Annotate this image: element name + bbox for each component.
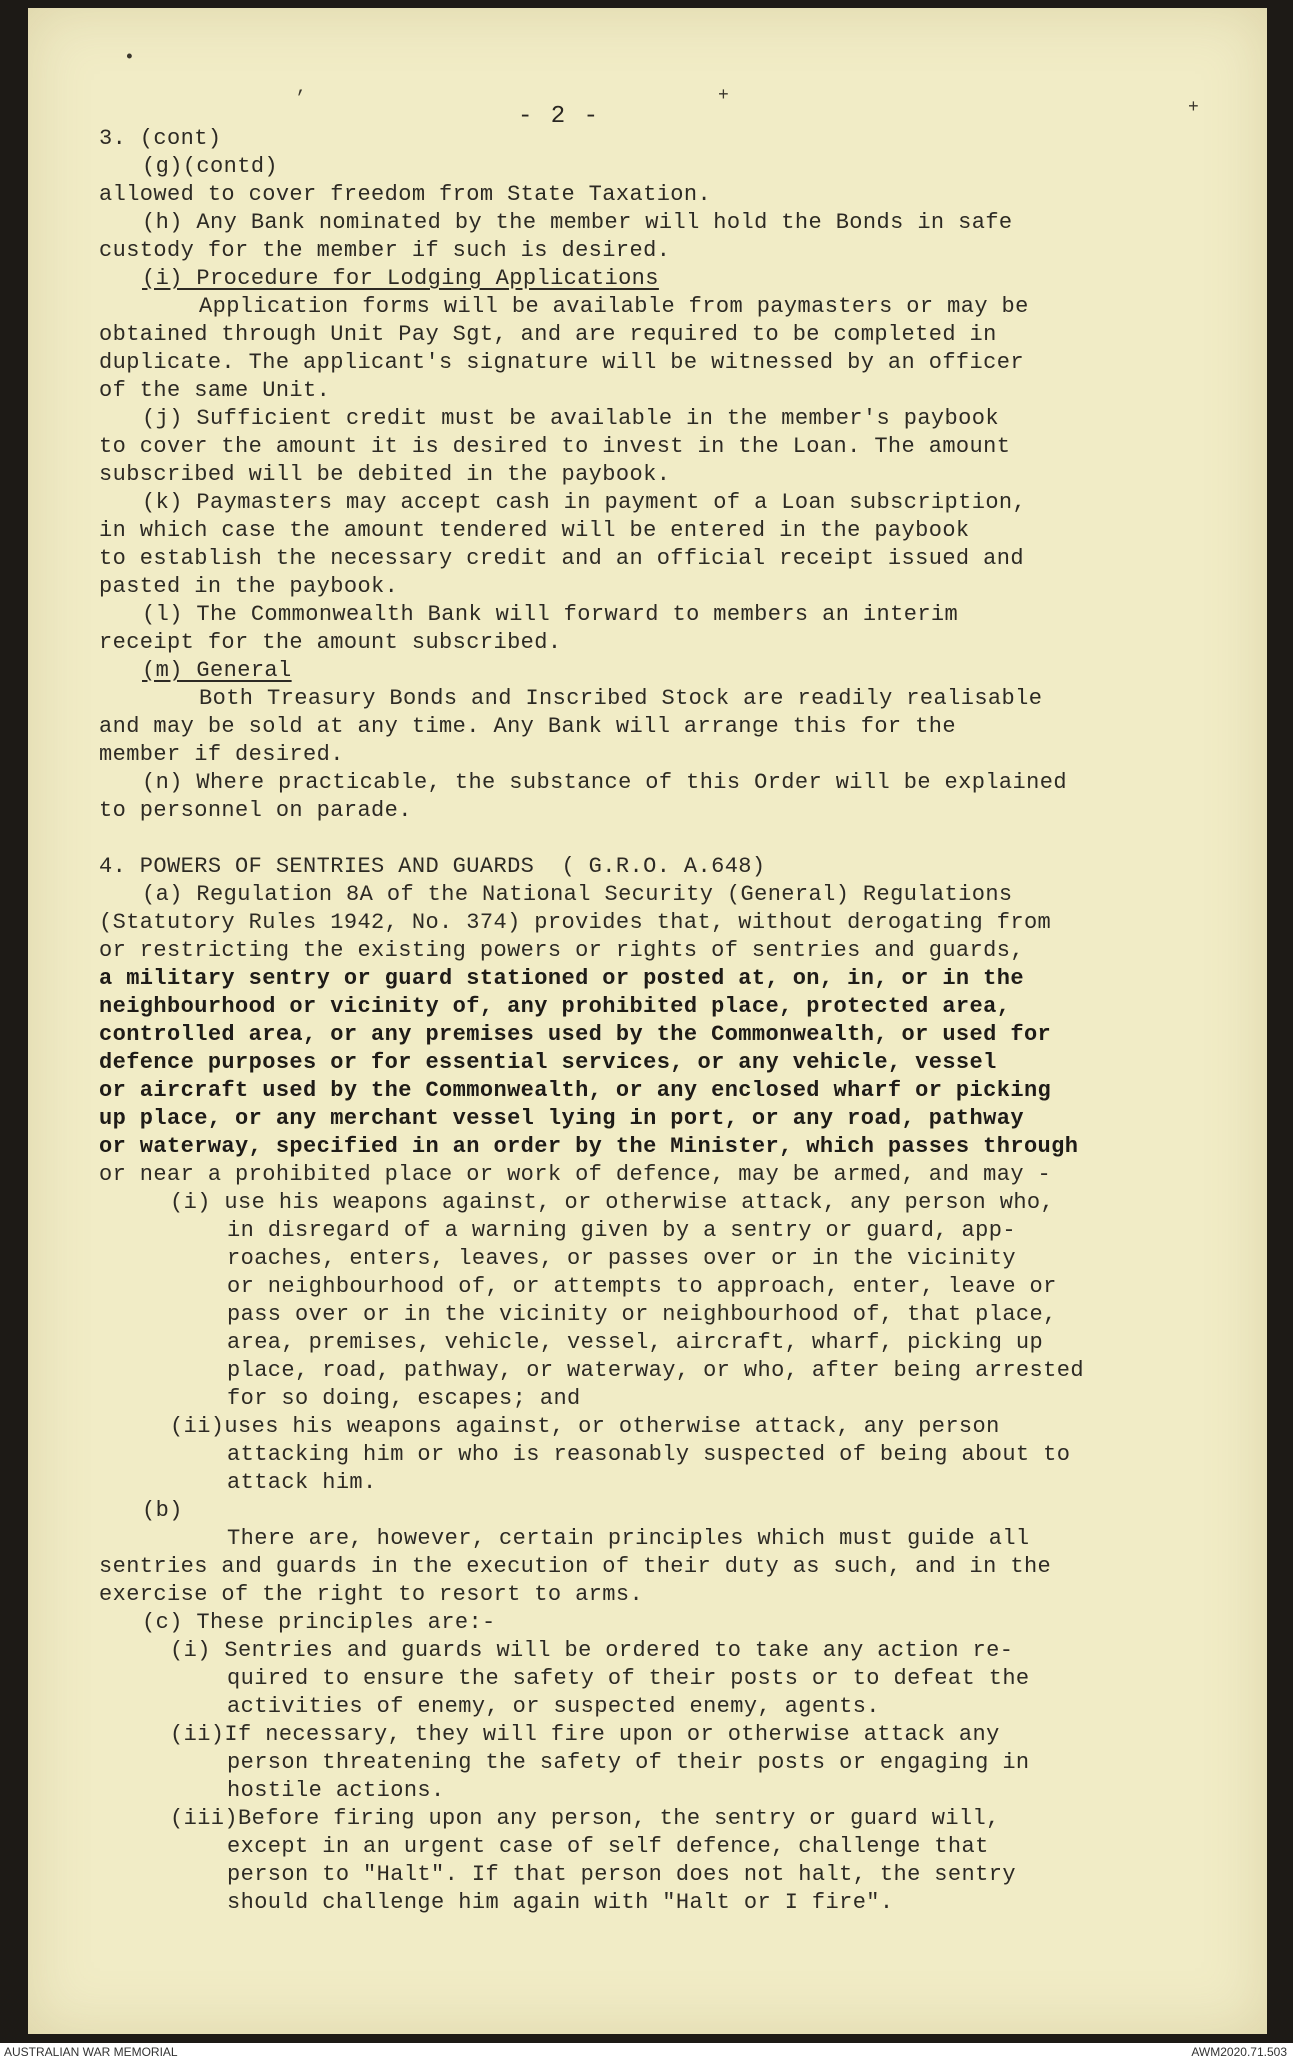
text-line: up place, or any merchant vessel lying in port, or any road, pathway <box>99 1106 1024 1131</box>
subsection-heading: (m) General <box>142 658 292 683</box>
archive-footer <box>0 2043 1293 2061</box>
text-line: Both Treasury Bonds and Inscribed Stock are readily realisable <box>199 686 1043 711</box>
text-line: person threatening the safety of their posts or engaging in <box>227 1750 1030 1775</box>
text-line: in which case the amount tendered will be entered in the paybook <box>99 518 970 543</box>
text-line: (g)(contd) <box>142 154 279 179</box>
paper-mark: + <box>718 86 729 106</box>
paper-mark: • <box>124 48 135 68</box>
text-line: subscribed will be debited in the paybook. <box>99 462 671 487</box>
text-line: (Statutory Rules 1942, No. 374) provides that, without derogating from <box>99 910 1052 935</box>
text-line: quired to ensure the safety of their posts or to defeat the <box>227 1666 1030 1691</box>
text-line: (k) Paymasters may accept cash in payment of a Loan subscription, <box>142 490 1027 515</box>
text-line: area, premises, vehicle, vessel, aircraft, wharf, picking up <box>227 1330 1044 1355</box>
text-line: defence purposes or for essential services, or any vehicle, vessel <box>99 1050 997 1075</box>
text-line: or waterway, specified in an order by the Minister, which passes through <box>99 1134 1079 1159</box>
text-line: (a) Regulation 8A of the National Security (General) Regulations <box>142 882 1013 907</box>
text-line: activities of enemy, or suspected enemy, agents. <box>227 1694 880 1719</box>
text-line: person to "Halt". If that person does not halt, the sentry <box>227 1862 1016 1887</box>
text-line: of the same Unit. <box>99 378 331 403</box>
paper-mark: , <box>296 78 307 98</box>
text-line: (c) These principles are:- <box>142 1610 496 1635</box>
text-line: custody for the member if such is desired. <box>99 238 671 263</box>
text-line: to personnel on parade. <box>99 798 412 823</box>
subsection-heading: (i) Procedure for Lodging Applications <box>142 266 659 291</box>
text-line: member if desired. <box>99 742 344 767</box>
text-line: obtained through Unit Pay Sgt, and are required to be completed in <box>99 322 997 347</box>
text-line: roaches, enters, leaves, or passes over or in the vicinity <box>227 1246 1016 1271</box>
text-line: pasted in the paybook. <box>99 574 399 599</box>
text-line: and may be sold at any time. Any Bank will arrange this for the <box>99 714 956 739</box>
paper-mark: + <box>1188 98 1199 118</box>
text-line: a military sentry or guard stationed or posted at, on, in, or in the <box>99 966 1024 991</box>
text-line: receipt for the amount subscribed. <box>99 630 562 655</box>
text-line: There are, however, certain principles which must guide all <box>227 1526 1030 1551</box>
text-line: (ii)uses his weapons against, or otherwise attack, any person <box>170 1414 1000 1439</box>
text-line: allowed to cover freedom from State Taxation. <box>99 182 712 207</box>
text-line: to establish the necessary credit and an official receipt issued and <box>99 546 1024 571</box>
text-line: controlled area, or any premises used by the Commonwealth, or used for <box>99 1022 1052 1047</box>
text-line: (l) The Commonwealth Bank will forward to members an interim <box>142 602 959 627</box>
text-line: hostile actions. <box>227 1778 445 1803</box>
text-line: or near a prohibited place or work of defence, may be armed, and may - <box>99 1162 1052 1187</box>
text-line: exercise of the right to resort to arms. <box>99 1582 644 1607</box>
text-line: or restricting the existing powers or rights of sentries and guards, <box>99 938 1024 963</box>
text-line: for so doing, escapes; and <box>227 1386 581 1411</box>
section-heading: 4. POWERS OF SENTRIES AND GUARDS ( G.R.O. A.648) <box>99 854 766 879</box>
text-line: duplicate. The applicant's signature will be witnessed by an officer <box>99 350 1024 375</box>
text-line: sentries and guards in the execution of their duty as such, and in the <box>99 1554 1052 1579</box>
text-line: should challenge him again with "Halt or I fire". <box>227 1890 894 1915</box>
footer-credit: AUSTRALIAN WAR MEMORIAL <box>4 2045 178 2059</box>
text-line: neighbourhood or vicinity of, any prohibited place, protected area, <box>99 994 1011 1019</box>
text-line: attack him. <box>227 1470 377 1495</box>
footer-accession-number: AWM2020.71.503 <box>1191 2045 1287 2059</box>
text-line: (h) Any Bank nominated by the member will hold the Bonds in safe <box>142 210 1013 235</box>
text-line: or neighbourhood of, or attempts to approach, enter, leave or <box>227 1274 1057 1299</box>
page-number: - 2 - <box>518 103 601 130</box>
text-line: (i) Sentries and guards will be ordered to take any action re- <box>170 1638 1014 1663</box>
text-line: (n) Where practicable, the substance of this Order will be explained <box>142 770 1067 795</box>
text-line: (j) Sufficient credit must be available in the member's paybook <box>142 406 999 431</box>
text-line: in disregard of a warning given by a sentry or guard, app- <box>227 1218 1016 1243</box>
text-line: Application forms will be available from paymasters or may be <box>199 294 1029 319</box>
text-line: 3. (cont) <box>99 126 222 151</box>
text-line: to cover the amount it is desired to invest in the Loan. The amount <box>99 434 1011 459</box>
text-line: (iii)Before firing upon any person, the sentry or guard will, <box>170 1806 1000 1831</box>
text-line: or aircraft used by the Commonwealth, or any enclosed wharf or picking <box>99 1078 1052 1103</box>
text-line: attacking him or who is reasonably suspected of being about to <box>227 1442 1071 1467</box>
document-page <box>28 8 1267 2034</box>
text-line: except in an urgent case of self defence, challenge that <box>227 1834 989 1859</box>
text-line: (b) <box>142 1498 183 1523</box>
text-line: (ii)If necessary, they will fire upon or otherwise attack any <box>170 1722 1000 1747</box>
text-line: pass over or in the vicinity or neighbourhood of, that place, <box>227 1302 1057 1327</box>
text-line: (i) use his weapons against, or otherwise attack, any person who, <box>170 1190 1055 1215</box>
text-line: place, road, pathway, or waterway, or who, after being arrested <box>227 1358 1084 1383</box>
